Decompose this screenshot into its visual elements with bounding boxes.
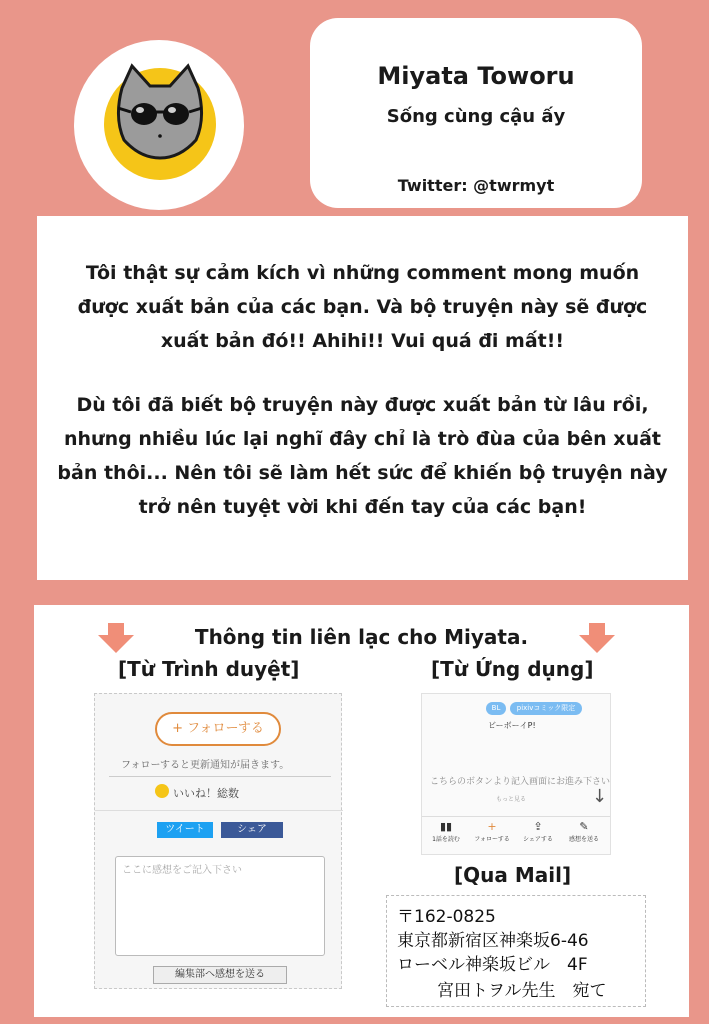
addressee: 宮田トヲル先生 宛て xyxy=(437,981,607,1001)
send-feedback-button[interactable]: 編集部へ感想を送る xyxy=(153,966,287,984)
browser-label: [Từ Trình duyệt] xyxy=(118,657,300,681)
follow-button[interactable]: + フォローする xyxy=(155,712,281,746)
author-name: Miyata Toworu xyxy=(377,62,575,90)
contact-title: Thông tin liên lạc cho Miyata. xyxy=(194,625,529,649)
share-icon: ⇪ xyxy=(533,820,543,833)
address-line-1: 東京都新宿区神楽坂6-46 xyxy=(397,931,589,951)
smiley-icon xyxy=(155,784,169,798)
tag-bl: BL xyxy=(486,702,506,715)
message-paragraph-1: Tôi thật sự cảm kích vì những comment mong muốn được xuất bản của các bạn. Và bộ truyện này sẽ được xuất bản đó!! Ahihi!! Vui quá đi mất!! xyxy=(77,262,648,352)
plus-icon: + xyxy=(487,820,497,833)
app-prompt: こちらのボタンより記入画面にお進み下さい xyxy=(430,777,611,787)
app-more-link[interactable]: もっと見る xyxy=(496,796,527,803)
message-card xyxy=(37,216,688,580)
author-twitter[interactable]: Twitter: @twrmyt xyxy=(397,176,555,195)
postal-code: 〒162-0825 xyxy=(397,907,496,927)
divider xyxy=(422,816,610,817)
address-line-2: ローベル神楽坂ビル 4F xyxy=(397,955,588,975)
browser-screenshot xyxy=(94,693,342,989)
mail-address-box xyxy=(386,895,646,1007)
like-count-label: いいね！総数 xyxy=(173,787,239,800)
edit-icon: ✎ xyxy=(579,820,589,833)
share-button[interactable]: シェア xyxy=(221,822,283,838)
app-screenshot xyxy=(421,693,611,855)
book-icon: ▮▮ xyxy=(439,820,453,833)
message-paragraph-2: Dù tôi đã biết bộ truyện này được xuất bản từ lâu rồi, nhưng nhiều lúc lại nghĩ đây chỉ là trò đùa của bên xuất bản thôi... Nên tôi sẽ làm hết sức để khiến bộ truyện này trở nên tuyệt vời khi đến tay của các bạn! xyxy=(57,394,668,518)
tab-share[interactable]: ⇪ シェアする xyxy=(516,820,560,843)
contact-card xyxy=(34,605,689,1017)
divider xyxy=(95,810,343,811)
author-subtitle: Sống cùng cậu ấy xyxy=(386,106,566,127)
author-card xyxy=(310,18,642,208)
tag-pixiv: pixivコミック限定 xyxy=(510,702,582,715)
comment-textarea[interactable]: ここに感想をご記入下さい xyxy=(115,856,325,956)
tab-follow[interactable]: + フォローする xyxy=(470,820,514,843)
app-title: ビーボーイP! xyxy=(488,721,536,730)
app-label: [Từ Ứng dụng] xyxy=(431,657,594,681)
mail-label: [Qua Mail] xyxy=(454,863,572,887)
tweet-button[interactable]: ツイート xyxy=(157,822,213,838)
follow-note: フォローすると更新通知が届きます。 xyxy=(121,760,290,771)
tab-read-chapter[interactable]: ▮▮ 1話を読む xyxy=(424,820,468,843)
tab-send-feedback[interactable]: ✎ 感想を送る xyxy=(562,820,606,843)
cat-sunglasses-icon xyxy=(110,58,210,168)
divider xyxy=(109,776,331,777)
arrow-down-icon: ↓ xyxy=(592,786,608,807)
